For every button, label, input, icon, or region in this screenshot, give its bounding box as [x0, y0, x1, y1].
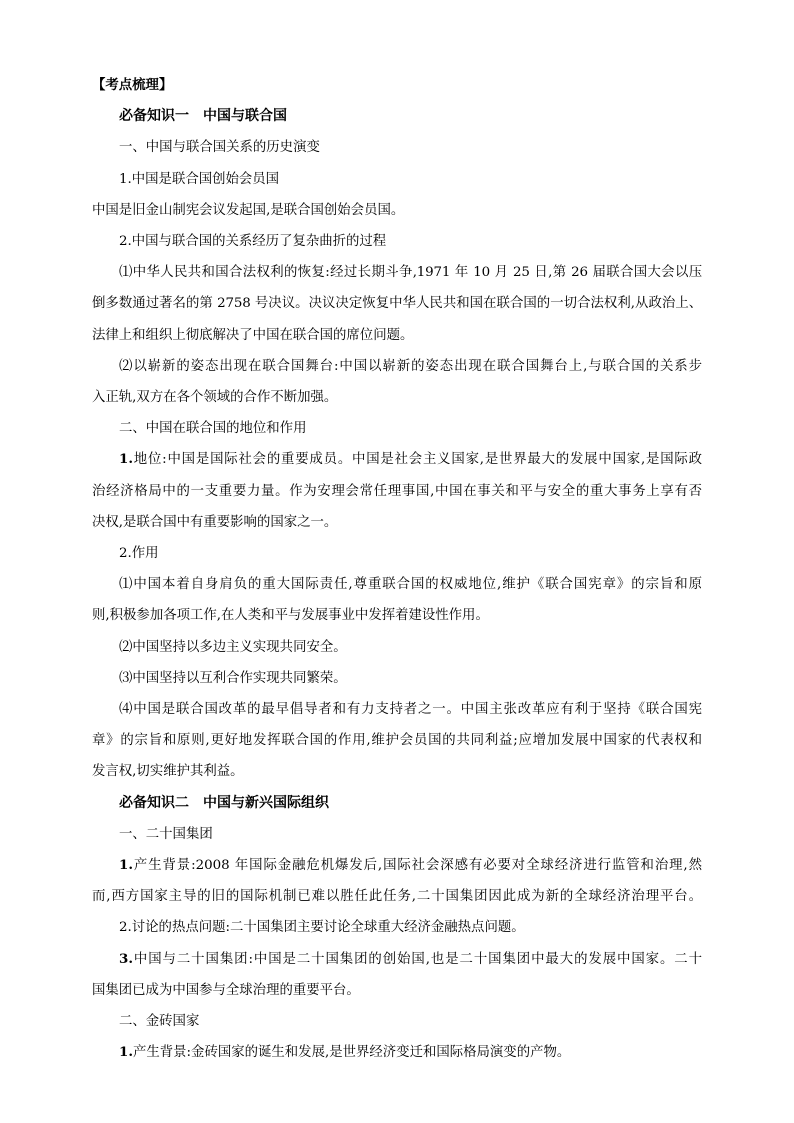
- paragraph-line: 法律上和组织上彻底解决了中国在联合国的席位问题。: [92, 327, 414, 343]
- subsection-heading: 一、中国与联合国关系的历史演变: [119, 140, 320, 156]
- paragraph-text: 地位:中国是国际社会的重要成员。中国是社会主义国家,是世界最大的发展中国家,是国际政: [132, 452, 702, 468]
- paragraph-line: [92, 1037, 702, 1068]
- paragraph-line: 发言权,切实维护其利益。: [92, 764, 244, 780]
- point-number: 1.: [119, 451, 133, 468]
- paragraph-line: [92, 444, 702, 475]
- subsection-heading: 二、金砖国家: [119, 1014, 200, 1030]
- paragraph-line: ⑶中国坚持以互利合作实现共同繁荣。: [119, 670, 347, 686]
- point-title: 2.中国与联合国的关系经历了复杂曲折的过程: [119, 234, 387, 250]
- paragraph-line: 入正轨,双方在各个领域的合作不断加强。: [92, 390, 338, 406]
- paragraph-text: 产生背景:2008 年国际金融危机爆发后,国际社会深感有必要对全球经济进行监管和治理,然: [132, 858, 702, 874]
- paragraph-line: 而,西方国家主导的旧的国际机制已难以胜任此任务,二十国集团因此成为新的全球经济治理平台。: [92, 889, 702, 905]
- paragraph-line: 章》的宗旨和原则,更好地发挥联合国的作用,维护会员国的共同利益;应增加发展中国家的代表权和: [92, 733, 702, 749]
- paragraph-line: ⑴中国本着自身肩负的重大国际责任,尊重联合国的权威地位,维护《联合国宪章》的宗旨和原: [119, 577, 702, 593]
- paragraph-line: ⑵中国坚持以多边主义实现共同安全。: [119, 639, 347, 655]
- point-title: 2.作用: [119, 546, 159, 562]
- paragraph-line: [92, 944, 702, 975]
- paragraph-line: 治经济格局中的一支重要力量。作为安理会常任理事国,中国在事关和平与安全的重大事务上享有否: [92, 483, 702, 499]
- document-body: [92, 70, 702, 1069]
- subsection-heading: 一、二十国集团: [119, 826, 213, 842]
- paragraph: 中国是旧金山制宪会议发起国,是联合国创始会员国。: [92, 202, 405, 218]
- section-heading: 【考点梳理】: [92, 77, 173, 93]
- point-number: 3.: [119, 950, 133, 967]
- paragraph-line: 倒多数通过著名的第 2758 号决议。决议决定恢复中华人民共和国在联合国的一切合法权利,从政治上、: [92, 296, 702, 312]
- knowledge-title-1: 必备知识一 中国与联合国: [119, 108, 287, 125]
- paragraph-line: ⑷中国是联合国改革的最早倡导者和有力支持者之一。中国主张改革应有利于坚持《联合国宪: [119, 702, 702, 718]
- paragraph-text: 中国与二十国集团:中国是二十国集团的创始国,也是二十国集团中最大的发展中国家。二十: [132, 951, 702, 967]
- paragraph-line: [92, 850, 702, 881]
- point-number: 1.: [119, 857, 133, 874]
- paragraph-line: 国集团已成为中国参与全球治理的重要平台。: [92, 982, 360, 998]
- paragraph-line: 则,积极参加各项工作,在人类和平与发展事业中发挥着建设性作用。: [92, 608, 489, 624]
- point-title: 1.中国是联合国创始会员国: [119, 171, 280, 187]
- point-number: 1.: [119, 1044, 133, 1061]
- subsection-heading: 二、中国在联合国的地位和作用: [119, 421, 307, 437]
- paragraph-line: 决权,是联合国中有重要影响的国家之一。: [92, 514, 338, 530]
- paragraph-line: ⑴中华人民共和国合法权利的恢复:经过长期斗争,1971 年 10 月 25 日,第 26 届联合国大会以压: [119, 265, 702, 281]
- knowledge-title-2: 必备知识二 中国与新兴国际组织: [119, 794, 329, 811]
- paragraph-line: 2.讨论的热点问题:二十国集团主要讨论全球重大经济金融热点问题。: [119, 920, 525, 936]
- paragraph-text: 产生背景:金砖国家的诞生和发展,是世界经济变迁和国际格局演变的产物。: [132, 1045, 571, 1061]
- paragraph-line: ⑵以崭新的姿态出现在联合国舞台:中国以崭新的姿态出现在联合国舞台上,与联合国的关系步: [119, 358, 702, 374]
